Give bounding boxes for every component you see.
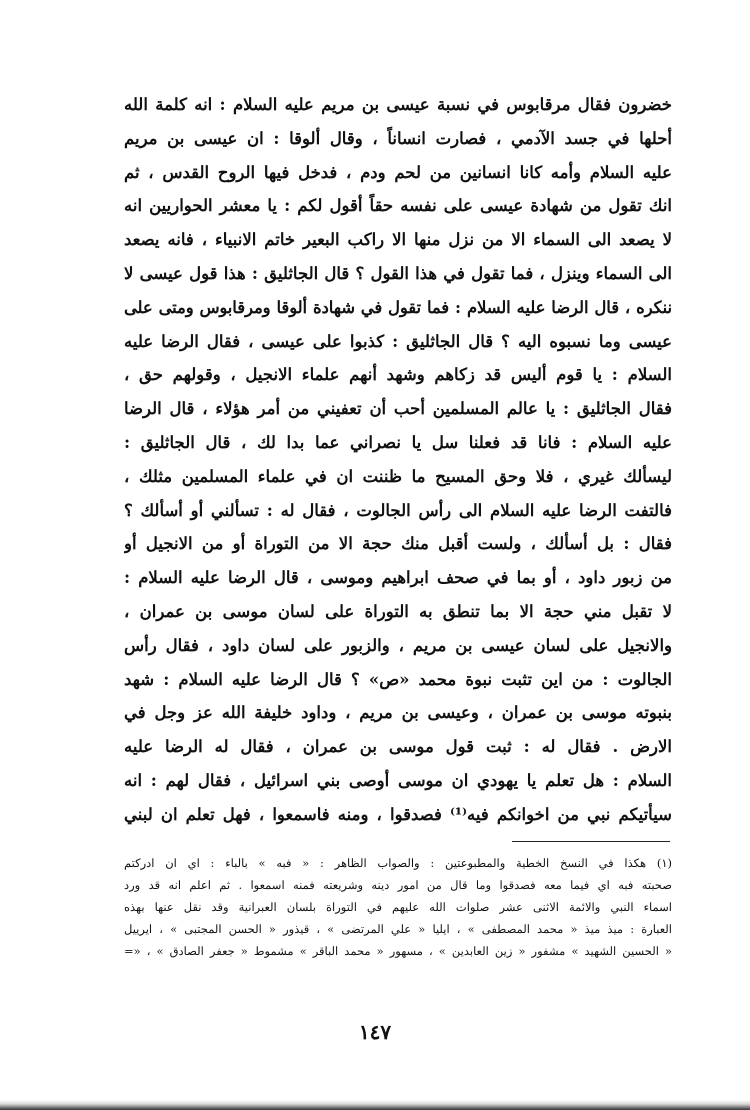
scan-edge-shadow bbox=[0, 1100, 750, 1110]
main-text-block bbox=[124, 88, 672, 832]
text-line: السلام : يا قوم أليس قد زكاهم وشهد أنهم علماء الانجيل ، وقولهم حق ، bbox=[124, 365, 672, 385]
text-line: ننكره ، قال الرضا عليه السلام : فما تقول في شهادة ألوقا ومرقابوس ومتى على bbox=[124, 297, 672, 317]
text-line: فالتفت الرضا عليه السلام الى رأس الجالوت ، فقال له : تسألني أو أسألك ؟ bbox=[124, 500, 672, 520]
text-line: سيأتيكم نبي من اخوانكم فيه⁽¹⁾ فصدقوا ، ومنه فاسمعوا ، فهل تعلم ان لبني bbox=[124, 804, 672, 824]
text-line: عيسى وما نسبوه اليه ؟ قال الجاثليق : كذبوا على عيسى ، فقال الرضا عليه bbox=[124, 331, 672, 351]
footnote-line: صحبته فبه اي فيما معه فصدقوا وما قال من امور دينه وشريعته فمنه اسمعوا . ثم اعلم انه قد ورد bbox=[124, 878, 672, 892]
footnote-line: العبارة : ميذ ميذ « محمد المصطفى » ، ايليا « علي المرتضى » ، قيذور « الحسن المجتبى » ، ايرييل bbox=[124, 922, 672, 936]
text-line: الى السماء وينزل ، فما تقول في هذا القول ؟ قال الجاثليق : هذا قول عيسى لا bbox=[124, 263, 672, 283]
text-line: من زبور داود ، أو بما في صحف ابراهيم وموسى ، قال الرضا عليه السلام : bbox=[124, 568, 672, 588]
text-line: عليه السلام وأمه كانا انسانين من لحم ودم ، فدخل فيها الروح القدس ، ثم bbox=[124, 162, 672, 182]
text-line: بنبوته موسى بن عمران ، وعيسى بن مريم ، وداود خليفة الله عز وجل في bbox=[124, 703, 672, 723]
footnote-divider bbox=[512, 841, 670, 842]
footnote-line: (١) هكذا في النسخ الخطية والمطبوعتين : والصواب الظاهر : « فبه » بالباء : اي ان ادركتم bbox=[124, 856, 672, 870]
text-line: فقال الجاثليق : يا عالم المسلمين أحب أن تعفيني من أمر هؤلاء ، قال الرضا bbox=[124, 399, 672, 419]
text-line: أحلها في جسد الآدمي ، فصارت انساناً ، وقال ألوقا : ان عيسى بن مريم bbox=[124, 128, 672, 148]
page-number: ١٤٧ bbox=[358, 1020, 392, 1044]
footnote-line: اسماء النبي والائمة الاثنى عشر صلوات الله عليهم في التوراة بلسان العبرانية وقد نقل عنها بهذه bbox=[124, 900, 672, 914]
text-line: لا يصعد الى السماء الا من نزل منها الا راكب البعير خاتم الانبياء ، فانه يصعد bbox=[124, 230, 672, 250]
text-line: فقال : بل أسألك ، ولست أقبل منك حجة الا من التوراة أو من الانجيل أو bbox=[124, 534, 672, 554]
text-line: عليه السلام : فانا قد فعلنا سل يا نصراني عما بدا لك ، قال الجاثليق : bbox=[124, 432, 672, 452]
text-line: الجالوت : من اين تثبت نبوة محمد «ص» ؟ قال الرضا عليه السلام : شهد bbox=[124, 669, 672, 689]
text-line: انك تقول من شهادة عيسى على نفسه حقاً أقول لكم : يا معشر الحواريين انه bbox=[124, 196, 672, 216]
text-line: السلام : هل تعلم يا يهودي ان موسى أوصى بني اسرائيل ، فقال لهم : انه bbox=[124, 770, 672, 790]
text-line: الارض . فقال له : ثبت قول موسى بن عمران ، فقال له الرضا عليه bbox=[124, 737, 672, 757]
footnote-line: « الحسين الشهيد » مشفور « زين العابدين » ، مسهور « محمد الباقر » مشموط « جعفر الصادق » ، «= bbox=[124, 944, 672, 958]
text-line: خضرون فقال مرقابوس في نسبة عيسى بن مريم عليه السلام : انه كلمة الله bbox=[124, 95, 672, 114]
footnotes-block bbox=[124, 852, 672, 962]
text-line: لا تقبل مني حجة الا بما تنطق به التوراة على لسان موسى بن عمران ، bbox=[124, 601, 672, 621]
text-line: ليسألك غيري ، فلا وحق المسيح ما ظننت ان في علماء المسلمين مثلك ، bbox=[124, 466, 672, 486]
text-line: والانجيل على لسان عيسى بن مريم ، والزبور على لسان داود ، فقال رأس bbox=[124, 635, 672, 655]
